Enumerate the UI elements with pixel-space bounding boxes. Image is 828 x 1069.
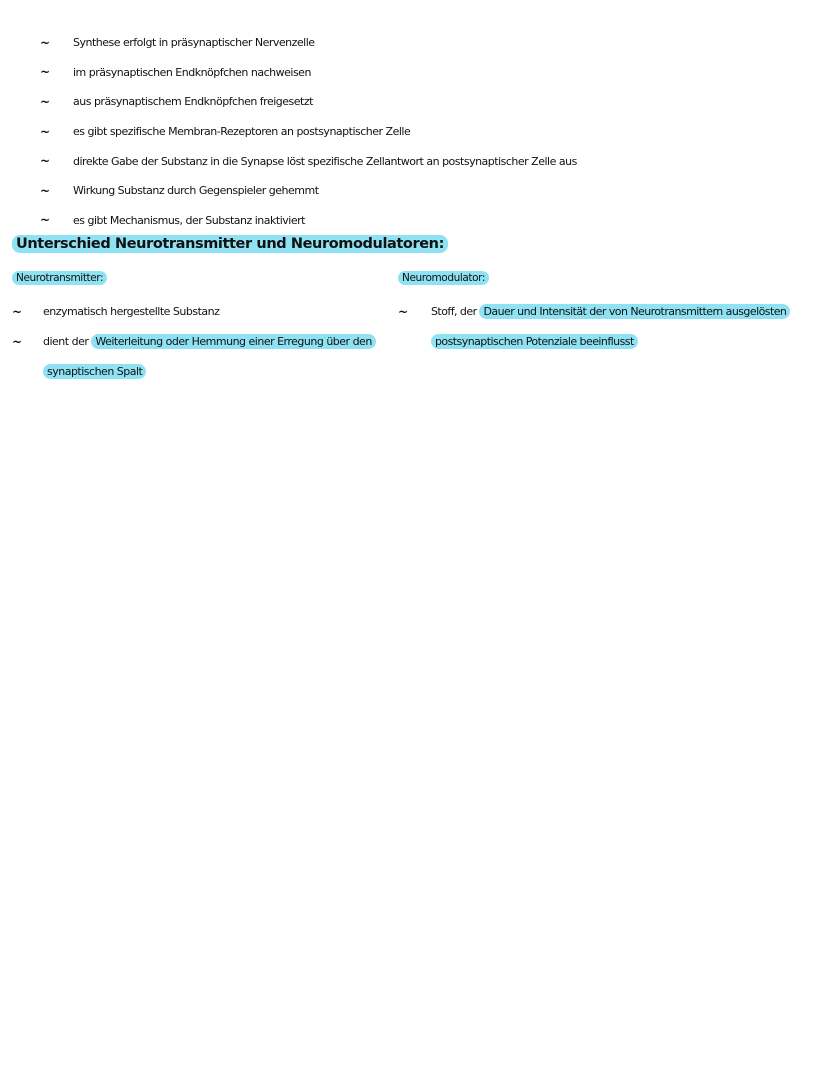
tilde-bullet-icon: ~: [40, 213, 50, 228]
highlighted-text: Weiterleitung oder Hemmung einer Erregung über den synaptischen Spalt: [43, 334, 376, 379]
list-item: [12, 297, 382, 327]
list-item-text: direkte Gabe der Substanz in die Synapse löst spezifische Zellantwort an postsynaptischer Zelle aus: [73, 154, 577, 168]
list-item: [40, 28, 577, 58]
list-item: [40, 206, 577, 236]
tilde-bullet-icon: ~: [12, 305, 22, 319]
column-title-text: Neurotransmitter:: [12, 271, 107, 285]
list-item-text: es gibt spezifische Membran-Rezeptoren an postsynaptischer Zelle: [73, 125, 411, 139]
tilde-bullet-icon: ~: [398, 305, 408, 319]
list-item: [40, 87, 577, 117]
list-item: [398, 297, 826, 357]
tilde-bullet-icon: ~: [12, 335, 22, 349]
section-heading: [12, 236, 448, 252]
list-item-text: Synthese erfolgt in präsynaptischer Nervenzelle: [73, 36, 315, 50]
tilde-bullet-icon: ~: [40, 124, 50, 139]
list-item-text: es gibt Mechanismus, der Substanz inaktiviert: [73, 213, 305, 227]
criteria-list: [40, 28, 577, 235]
list-item-text: im präsynaptischen Endknöpfchen nachweisen: [73, 65, 311, 79]
list-item-text: Stoff, der: [431, 305, 480, 318]
column-title: [12, 268, 382, 288]
tilde-bullet-icon: ~: [40, 154, 50, 169]
tilde-bullet-icon: ~: [40, 65, 50, 80]
tilde-bullet-icon: ~: [40, 94, 50, 109]
neuromodulator-column: [398, 268, 826, 357]
highlighted-text: Dauer und Intensität der von Neurotransmittern ausgelösten postsynaptischen Potenziale beeinflusst: [431, 304, 790, 349]
list-item: [40, 176, 577, 206]
list-item-text: dient der: [43, 335, 92, 348]
column-title: [398, 268, 826, 288]
tilde-bullet-icon: ~: [40, 183, 50, 198]
neurotransmitter-column: [12, 268, 382, 387]
neuromodulator-list: [398, 297, 826, 357]
column-title-text: Neuromodulator:: [398, 271, 489, 285]
list-item: [40, 117, 577, 147]
list-item-text: aus präsynaptischem Endknöpfchen freigesetzt: [73, 95, 313, 109]
list-item-text: enzymatisch hergestellte Substanz: [43, 305, 220, 318]
list-item: [40, 58, 577, 88]
heading-text: Unterschied Neurotransmitter und Neuromodulatoren:: [12, 235, 448, 253]
list-item: [40, 146, 577, 176]
tilde-bullet-icon: ~: [40, 35, 50, 50]
list-item-text: Wirkung Substanz durch Gegenspieler gehemmt: [73, 184, 319, 198]
neurotransmitter-list: [12, 297, 382, 387]
list-item: [12, 327, 382, 387]
